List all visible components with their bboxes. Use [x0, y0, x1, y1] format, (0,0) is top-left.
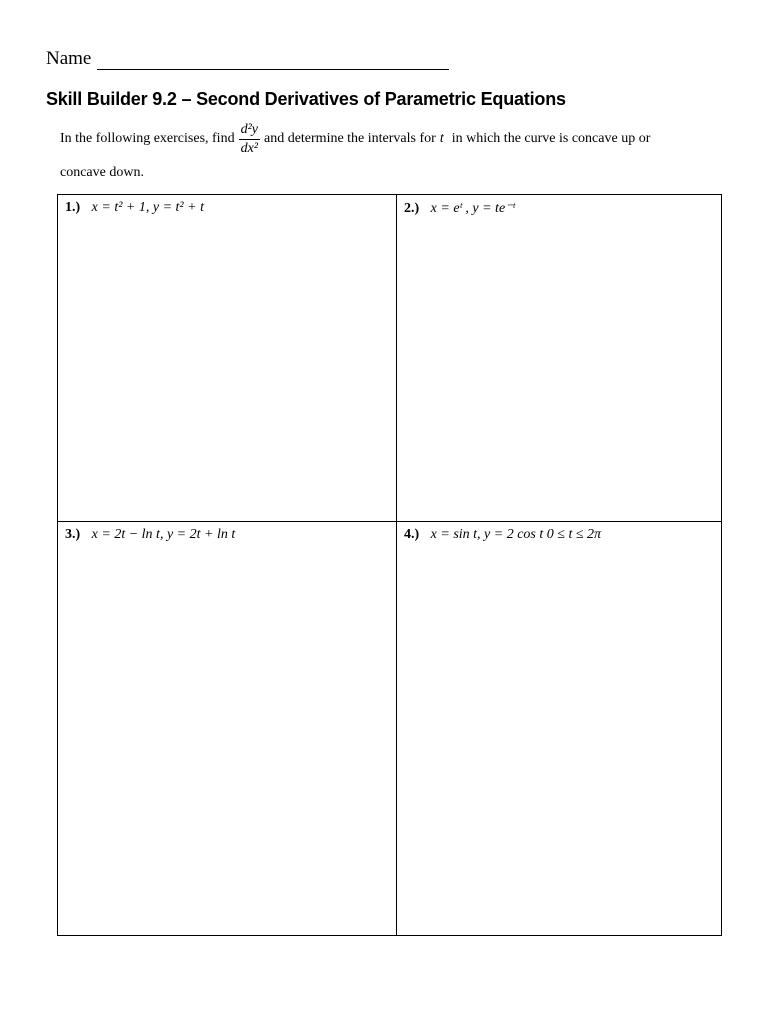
problem-cell-4[interactable]	[397, 522, 721, 935]
instructions-text-after-a: and determine the intervals for	[263, 131, 436, 146]
worksheet-title: Skill Builder 9.2 – Second Derivatives of Parametric Equations	[46, 89, 566, 109]
instructions-line-1	[60, 116, 720, 162]
instructions-variable-t: t	[439, 131, 444, 146]
problem-3	[65, 527, 235, 543]
problem-number: 4.)	[404, 527, 420, 542]
name-blank-line[interactable]	[97, 51, 449, 70]
instructions	[60, 116, 720, 180]
problem-equation: x = t² + 1, y = t² + t	[91, 200, 204, 215]
problem-1	[65, 200, 204, 216]
name-label: Name	[46, 48, 92, 69]
problem-cell-2[interactable]	[397, 195, 721, 522]
problem-equation: x = sin t, y = 2 cos t 0 ≤ t ≤ 2π	[430, 527, 602, 542]
fraction-numerator: d²y	[239, 123, 260, 140]
problem-number: 3.)	[65, 527, 81, 542]
instructions-text-after-b: in which the curve is concave up or	[451, 131, 651, 146]
problem-number: 2.)	[404, 201, 420, 216]
problem-cell-3[interactable]	[58, 522, 397, 935]
fraction-denominator: dx²	[240, 140, 258, 156]
problem-4	[404, 527, 601, 543]
second-derivative-fraction	[239, 123, 260, 156]
instructions-line-2: concave down.	[60, 165, 144, 180]
problem-equation: x = eᵗ , y = te⁻ᵗ	[430, 201, 515, 216]
problem-equation: x = 2t − ln t, y = 2t + ln t	[91, 527, 236, 542]
problem-number: 1.)	[65, 200, 81, 215]
name-field-row	[46, 48, 449, 70]
instructions-text-before: In the following exercises, find	[60, 131, 235, 146]
problem-grid	[57, 194, 722, 936]
problem-2	[404, 200, 515, 217]
problem-cell-1[interactable]	[58, 195, 397, 522]
